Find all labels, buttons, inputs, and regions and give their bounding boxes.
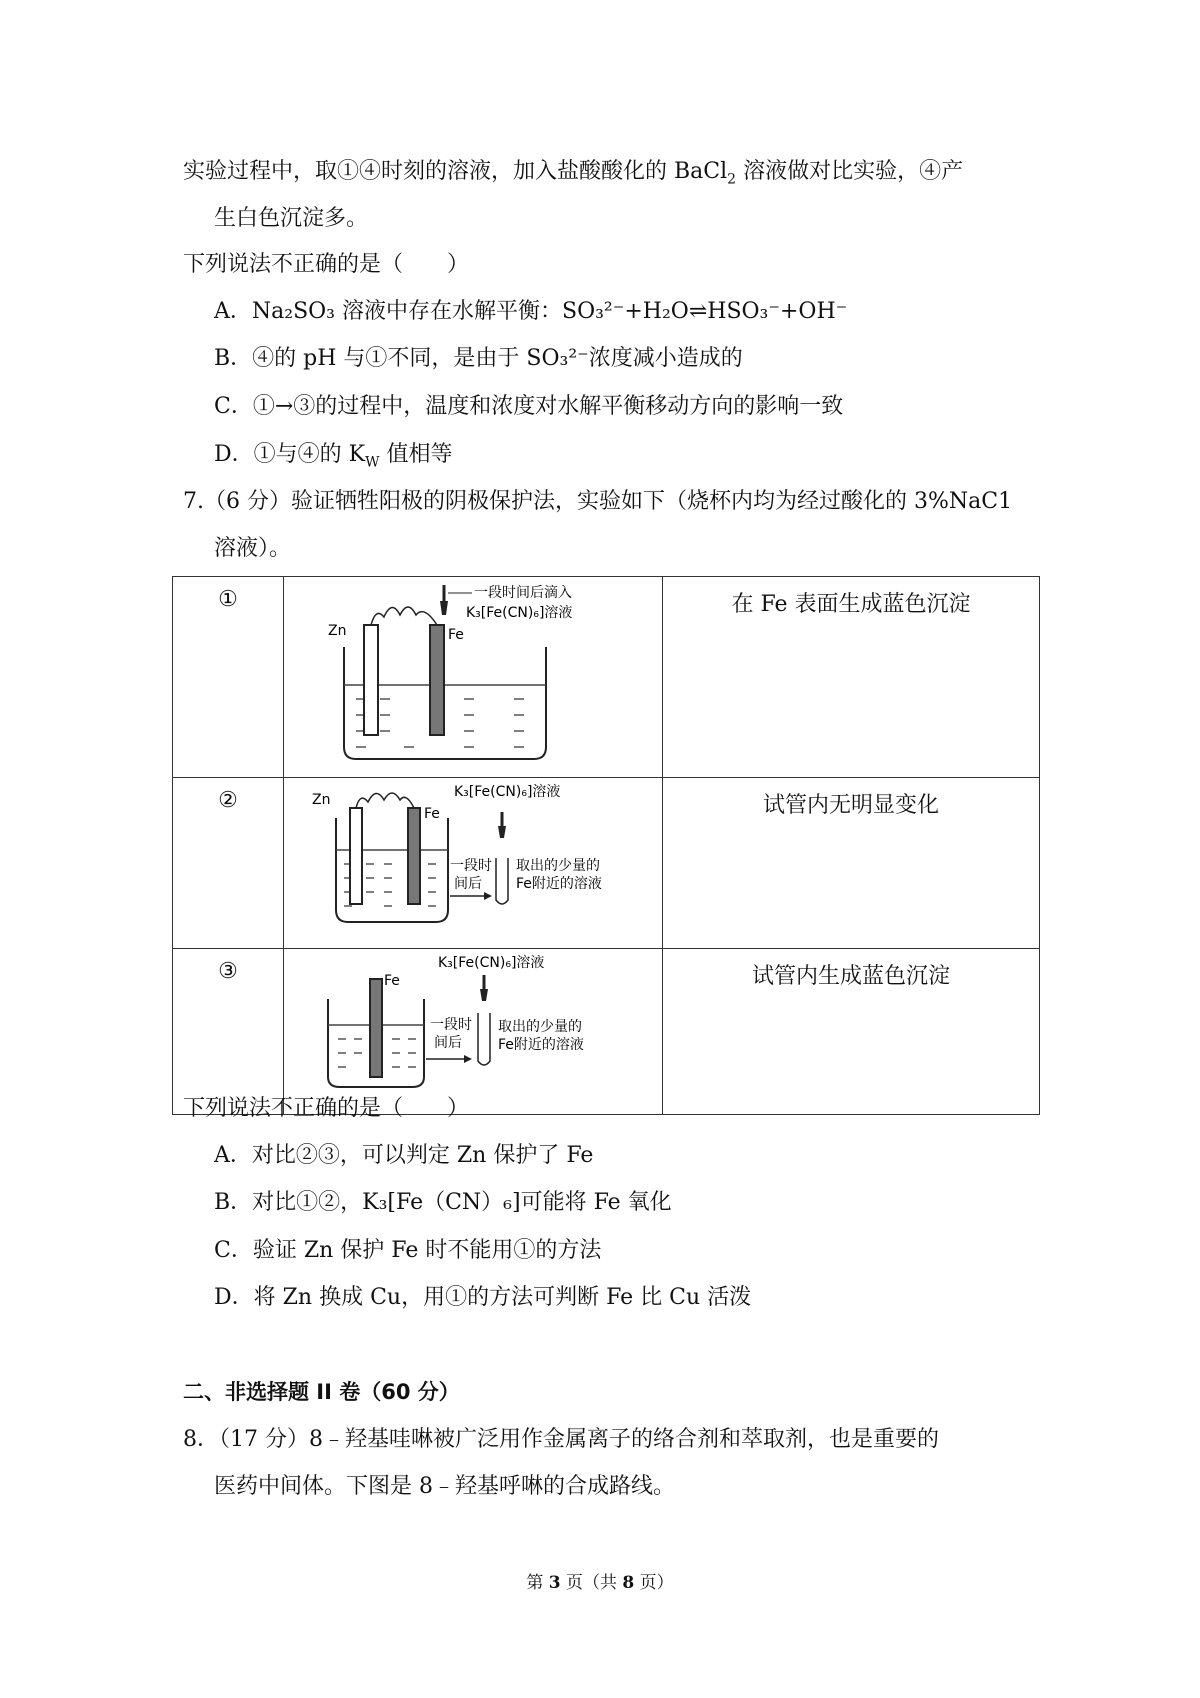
row-number: ③ [173,949,284,1115]
option-b: B．对比①②，K₃[Fe（CN）₆]可能将 Fe 氧化 [214,1190,672,1215]
experiment-figure [284,778,663,949]
row-number: ② [173,778,284,949]
sample-label: 取出的少量的 [516,858,600,874]
wait-label: 间后 [434,1035,462,1051]
drop-instruction: 一段时间后滴入 [474,585,572,601]
table-row [173,949,1040,1115]
question-8-title: 8．（17 分）8﹣羟基哇啉被广泛用作金属离子的络合剂和萃取剂，也是重要的 [183,1427,939,1452]
paragraph-line: 生白色沉淀多。 [214,206,369,231]
zn-label: Zn [328,623,347,639]
option-b: B．④的 pH 与①不同，是由于 SO₃²⁻浓度减小造成的 [214,346,743,371]
option-c: C．验证 Zn 保护 Fe 时不能用①的方法 [214,1238,602,1263]
option-d: D．将 Zn 换成 Cu，用①的方法可判断 Fe 比 Cu 活泼 [214,1285,752,1310]
beaker-diagram [284,949,662,1102]
reagent-label: K₃[Fe(CN)₆]溶液 [454,784,561,800]
table-row [173,577,1040,778]
reagent-label: K₃[Fe(CN)₆]溶液 [466,605,573,621]
experiment-table [172,576,1040,1115]
table-row [173,778,1040,949]
sample-label: 取出的少量的 [498,1019,582,1035]
sample-label: Fe附近的溶液 [516,876,602,892]
result-text: 在 Fe 表面生成蓝色沉淀 [663,577,1040,778]
result-text: 试管内无明显变化 [663,778,1040,949]
wait-label: 一段时 [450,858,492,874]
beaker-diagram [284,778,662,936]
question-7-title-cont: 溶液）。 [214,536,292,561]
page-total: 8 [622,1573,635,1593]
page-footer: 第 3 页（共 8 页） [526,1573,674,1593]
fe-label: Fe [384,973,400,989]
fe-label: Fe [448,627,464,643]
experiment-figure [284,577,663,778]
experiment-figure [284,949,663,1115]
question-stem: 下列说法不正确的是（ ） [183,1096,470,1121]
reagent-label: K₃[Fe(CN)₆]溶液 [438,955,545,971]
fe-label: Fe [424,806,440,822]
option-a: A．Na₂SO₃ 溶液中存在水解平衡：SO₃²⁻+H₂O⇌HSO₃⁻+OH⁻ [214,299,848,324]
question-stem: 下列说法不正确的是（ ） [183,252,470,277]
option-c: C．①→③的过程中，温度和浓度对水解平衡移动方向的影响一致 [214,394,844,419]
result-text: 试管内生成蓝色沉淀 [663,949,1040,1115]
page-number: 3 [548,1573,561,1593]
question-7-title: 7.（6 分）验证牺牲阳极的阴极保护法，实验如下（烧杯内均为经过酸化的 3%NaC1 [183,489,1013,514]
question-8-title-cont: 医药中间体。下图是 8﹣羟基呼啉的合成路线。 [214,1474,675,1499]
option-a: A．对比②③，可以判定 Zn 保护了 Fe [214,1143,594,1168]
section-heading: 二、非选择题 II 卷（60 分） [183,1380,460,1404]
wait-label: 间后 [454,876,482,892]
row-number: ① [173,577,284,778]
paragraph-line: 实验过程中，取①④时刻的溶液，加入盐酸酸化的 BaCl$_2$ 溶液做对比实验，④产 [183,159,964,188]
beaker-diagram [284,577,662,765]
sample-label: Fe附近的溶液 [498,1037,584,1053]
zn-label: Zn [312,792,331,808]
wait-label: 一段时 [430,1017,472,1033]
option-d: D．①与④的 $K_W$ 值相等 [214,442,453,471]
